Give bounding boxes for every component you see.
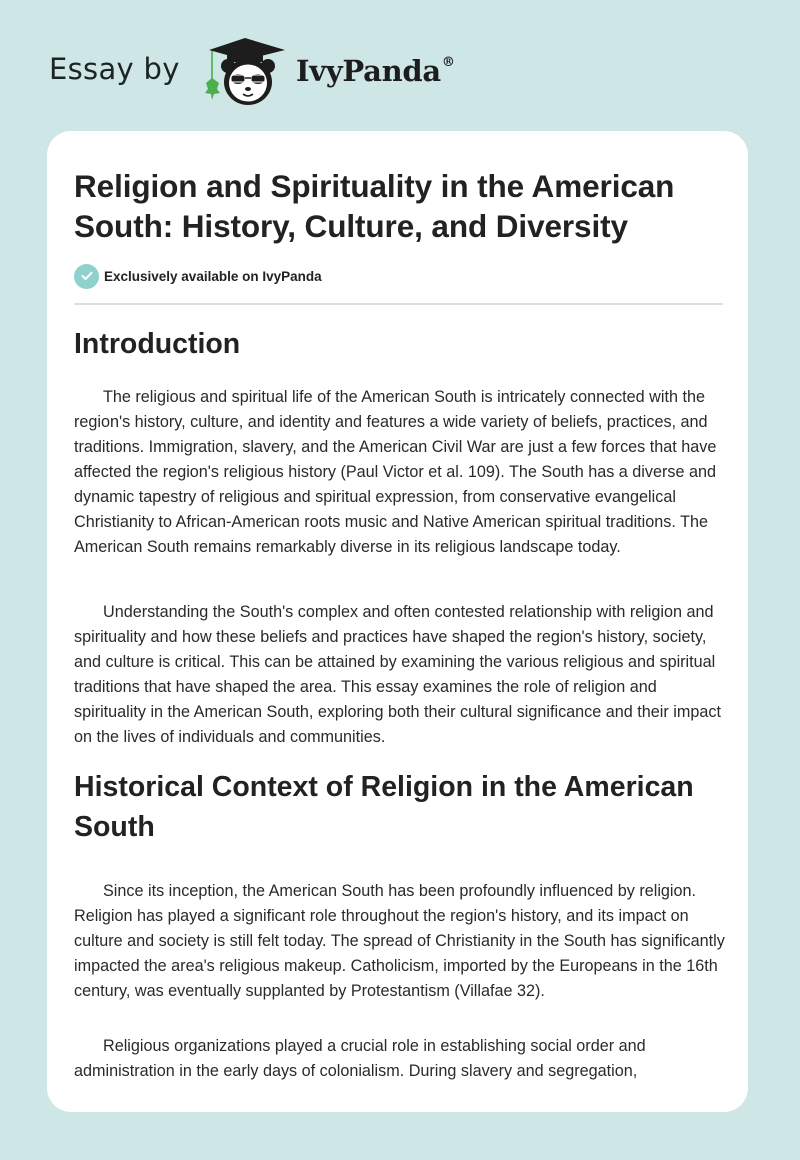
- exclusive-label: Exclusively available on IvyPanda: [104, 268, 322, 284]
- section-heading-historical-context: Historical Context of Religion in the American South: [74, 771, 694, 843]
- paragraph: The religious and spiritual life of the American South is intricately connected with the region's history, culture, and identity and features a wide variety of beliefs, practices, and traditions. Immigration, slavery, and the American Civil War are just a few forces that have affected the region's religious history (Paul Victor et al. 109). The South has a diverse and dynamic tapestry of religious and spiritual expression, from conservative evangelical Christianity to African-American roots music and Native American spiritual traditions. The American South remains remarkably diverse in its religious landscape today.: [74, 388, 717, 556]
- exclusive-badge: [74, 263, 322, 289]
- essay-by-label: Essay by: [49, 52, 180, 86]
- site-header: [0, 0, 800, 130]
- paragraph: Understanding the South's complex and often contested relationship with religion and spirituality and how these beliefs and practices have shaped the region's history, society, and culture is critical. This can be attained by examining the various religious and spiritual traditions that have shaped the area. This essay examines the role of religion and spirituality in the American South, exploring both their cultural significance and their impact on the lives of individuals and communities.: [74, 603, 721, 746]
- page-title: Religion and Spirituality in the American South: History, Culture, and Diversity: [74, 168, 675, 244]
- title-divider: [74, 303, 723, 305]
- brand-name-text: IvyPanda: [296, 54, 441, 88]
- paragraph: Since its inception, the American South has been profoundly influenced by religion. Religion has played a significant role throughout the region's history, and its impact on culture and society is still felt today. The spread of Christianity in the South has significantly impacted the area's religious makeup. Catholicism, imported by the Europeans in the 16th century, was eventually supplanted by Protestantism (Villafae 32).: [74, 882, 725, 1000]
- check-circle-icon: [74, 264, 99, 289]
- panda-graduate-icon[interactable]: [203, 36, 289, 108]
- brand-name[interactable]: [296, 54, 455, 88]
- paragraph: Religious organizations played a crucial role in establishing social order and administration in the early days of colonialism. During slavery and segregation,: [74, 1037, 646, 1080]
- registered-mark: ®: [441, 55, 455, 71]
- essay-card: [47, 131, 748, 1112]
- section-heading-introduction: Introduction: [74, 328, 241, 360]
